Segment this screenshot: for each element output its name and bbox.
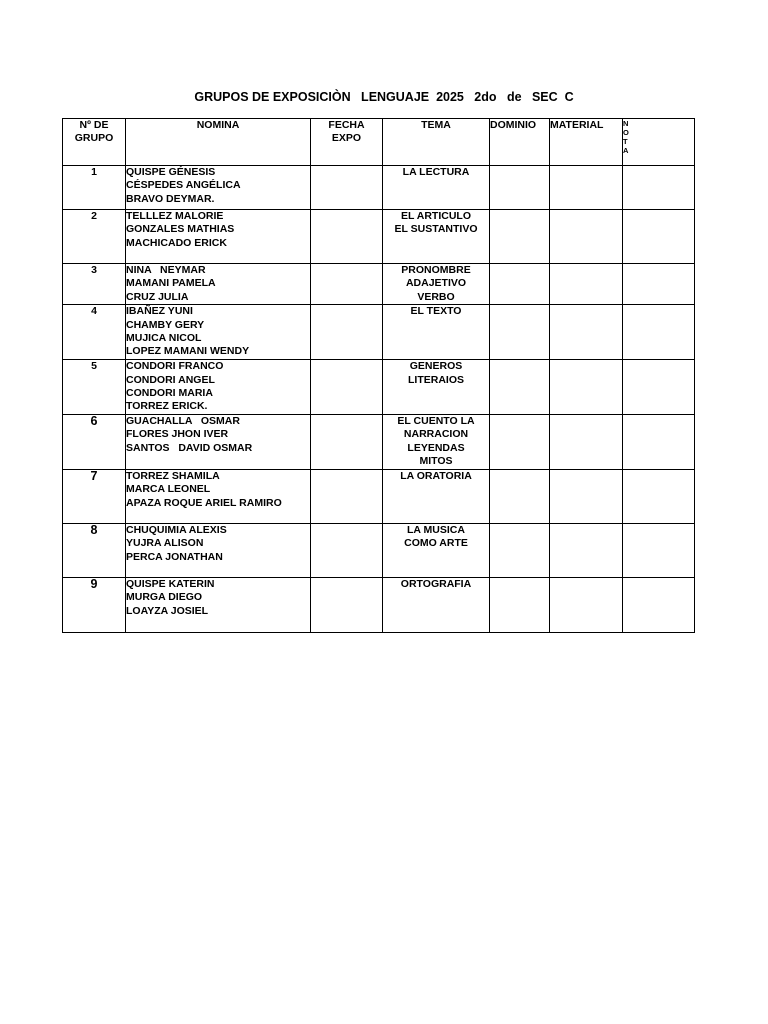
group-members (126, 210, 311, 264)
dominio-cell (490, 414, 550, 469)
material-cell (550, 414, 623, 469)
tema-line: LITERAIOS (407, 373, 464, 386)
header-fecha: FECHA EXPO (311, 119, 383, 166)
group-number: 5 (63, 360, 126, 415)
tema-line: LA MUSICA (407, 523, 465, 536)
material-cell (550, 469, 623, 523)
document-title: GRUPOS DE EXPOSICIÒN LENGUAJE 2025 2do de SEC C (194, 90, 574, 104)
member-name: CONDORI ANGEL (126, 373, 215, 386)
tema-line: EL SUSTANTIVO (394, 223, 478, 236)
member-name: PERCA JONATHAN (126, 550, 223, 563)
member-name: BRAVO DEYMAR. (126, 192, 215, 205)
groups-table (62, 118, 695, 633)
group-members (126, 577, 311, 632)
table-row (63, 577, 695, 632)
tema-cell (383, 264, 490, 305)
header-nota: N O T A (623, 119, 695, 166)
fecha-cell (311, 166, 383, 210)
nota-cell (623, 210, 695, 264)
member-name: GONZALES MATHIAS (126, 223, 235, 236)
member-name: QUISPE KATERIN (126, 577, 215, 590)
group-members (126, 414, 311, 469)
table-body (63, 166, 695, 633)
nota-cell (623, 305, 695, 360)
tema-line: NARRACION (403, 428, 469, 441)
material-cell (550, 305, 623, 360)
tema-line: LA ORATORIA (400, 469, 472, 482)
group-number: 1 (63, 166, 126, 210)
dominio-cell (490, 166, 550, 210)
tema-line: ADAJETIVO (405, 277, 467, 290)
member-name: CONDORI FRANCO (126, 360, 224, 373)
fecha-cell (311, 469, 383, 523)
group-number: 9 (63, 577, 126, 632)
table-row (63, 414, 695, 469)
member-name: MUJICA NICOL (126, 332, 202, 345)
material-cell (550, 523, 623, 577)
fecha-cell (311, 210, 383, 264)
dominio-cell (490, 305, 550, 360)
tema-line: PRONOMBRE (401, 264, 471, 276)
table-row (63, 305, 695, 360)
nota-cell (623, 469, 695, 523)
material-cell (550, 264, 623, 305)
member-name: CHAMBY GERY (126, 318, 205, 331)
tema-line: VERBO (417, 290, 455, 303)
member-name: LOAYZA JOSIEL (126, 604, 209, 617)
member-name: CÉSPEDES ANGÉLICA (126, 179, 241, 192)
tema-line: ORTOGRAFIA (400, 577, 472, 590)
fecha-cell (311, 523, 383, 577)
tema-cell (383, 360, 490, 415)
dominio-cell (490, 360, 550, 415)
tema-line: EL ARTICULO (401, 210, 471, 222)
header-nomina: NOMINA (126, 119, 311, 166)
header-dominio: DOMINIO (490, 119, 550, 166)
material-cell (550, 166, 623, 210)
dominio-cell (490, 210, 550, 264)
header-tema: TEMA (383, 119, 490, 166)
tema-cell (383, 305, 490, 360)
group-number: 4 (63, 305, 126, 360)
member-name: IBAÑEZ YUNI (126, 305, 193, 318)
fecha-cell (311, 264, 383, 305)
nota-cell (623, 414, 695, 469)
group-number: 3 (63, 264, 126, 305)
dominio-cell (490, 577, 550, 632)
member-name: QUISPE GÉNESIS (126, 166, 216, 178)
nota-cell (623, 523, 695, 577)
nota-cell (623, 166, 695, 210)
group-members (126, 523, 311, 577)
member-name: MURGA DIEGO (126, 591, 203, 604)
header-grupo: Nº DE GRUPO (63, 119, 126, 166)
group-members (126, 264, 311, 305)
fecha-cell (311, 577, 383, 632)
material-cell (550, 577, 623, 632)
header-material: MATERIAL (550, 119, 623, 166)
dominio-cell (490, 264, 550, 305)
header-row (63, 119, 695, 166)
member-name: LOPEZ MAMANI WENDY (126, 345, 250, 358)
tema-line: LEYENDAS (407, 441, 465, 454)
member-name: CRUZ JULIA (126, 290, 189, 303)
member-name: SANTOS DAVID OSMAR (126, 441, 253, 454)
dominio-cell (490, 469, 550, 523)
tema-cell (383, 469, 490, 523)
group-number: 6 (63, 414, 126, 469)
member-name: MACHICADO ERICK (126, 236, 227, 249)
tema-line: EL TEXTO (410, 305, 462, 318)
tema-cell (383, 210, 490, 264)
material-cell (550, 210, 623, 264)
table-row (63, 166, 695, 210)
member-name: MAMANI PAMELA (126, 277, 216, 290)
fecha-cell (311, 360, 383, 415)
table-row (63, 360, 695, 415)
member-name: TORREZ SHAMILA (126, 469, 220, 482)
table-row (63, 469, 695, 523)
member-name: YUJRA ALISON (126, 537, 204, 550)
tema-cell (383, 166, 490, 210)
group-members (126, 469, 311, 523)
group-number: 7 (63, 469, 126, 523)
member-name: TELLLEZ MALORIE (126, 210, 224, 222)
nota-cell (623, 360, 695, 415)
member-name: CHUQUIMIA ALEXIS (126, 523, 227, 536)
table-row (63, 264, 695, 305)
tema-line: EL CUENTO LA (397, 414, 475, 427)
tema-cell (383, 577, 490, 632)
member-name: GUACHALLA OSMAR (126, 414, 240, 427)
nota-cell (623, 577, 695, 632)
table-row (63, 523, 695, 577)
tema-cell (383, 523, 490, 577)
fecha-cell (311, 305, 383, 360)
tema-line: COMO ARTE (404, 537, 468, 550)
tema-cell (383, 414, 490, 469)
member-name: TORREZ ERICK. (126, 400, 208, 413)
table-row (63, 210, 695, 264)
tema-line: GENEROS (409, 360, 463, 373)
tema-line: MITOS (419, 455, 453, 468)
nota-cell (623, 264, 695, 305)
member-name: MARCA LEONEL (126, 483, 211, 496)
group-members (126, 360, 311, 415)
member-name: NINA NEYMAR (126, 264, 206, 276)
member-name: CONDORI MARIA (126, 387, 213, 400)
tema-line: LA LECTURA (402, 166, 470, 178)
group-members (126, 166, 311, 210)
dominio-cell (490, 523, 550, 577)
member-name: FLORES JHON IVER (126, 428, 229, 441)
group-number: 8 (63, 523, 126, 577)
group-members (126, 305, 311, 360)
member-name: APAZA ROQUE ARIEL RAMIRO (126, 496, 282, 509)
fecha-cell (311, 414, 383, 469)
material-cell (550, 360, 623, 415)
group-number: 2 (63, 210, 126, 264)
